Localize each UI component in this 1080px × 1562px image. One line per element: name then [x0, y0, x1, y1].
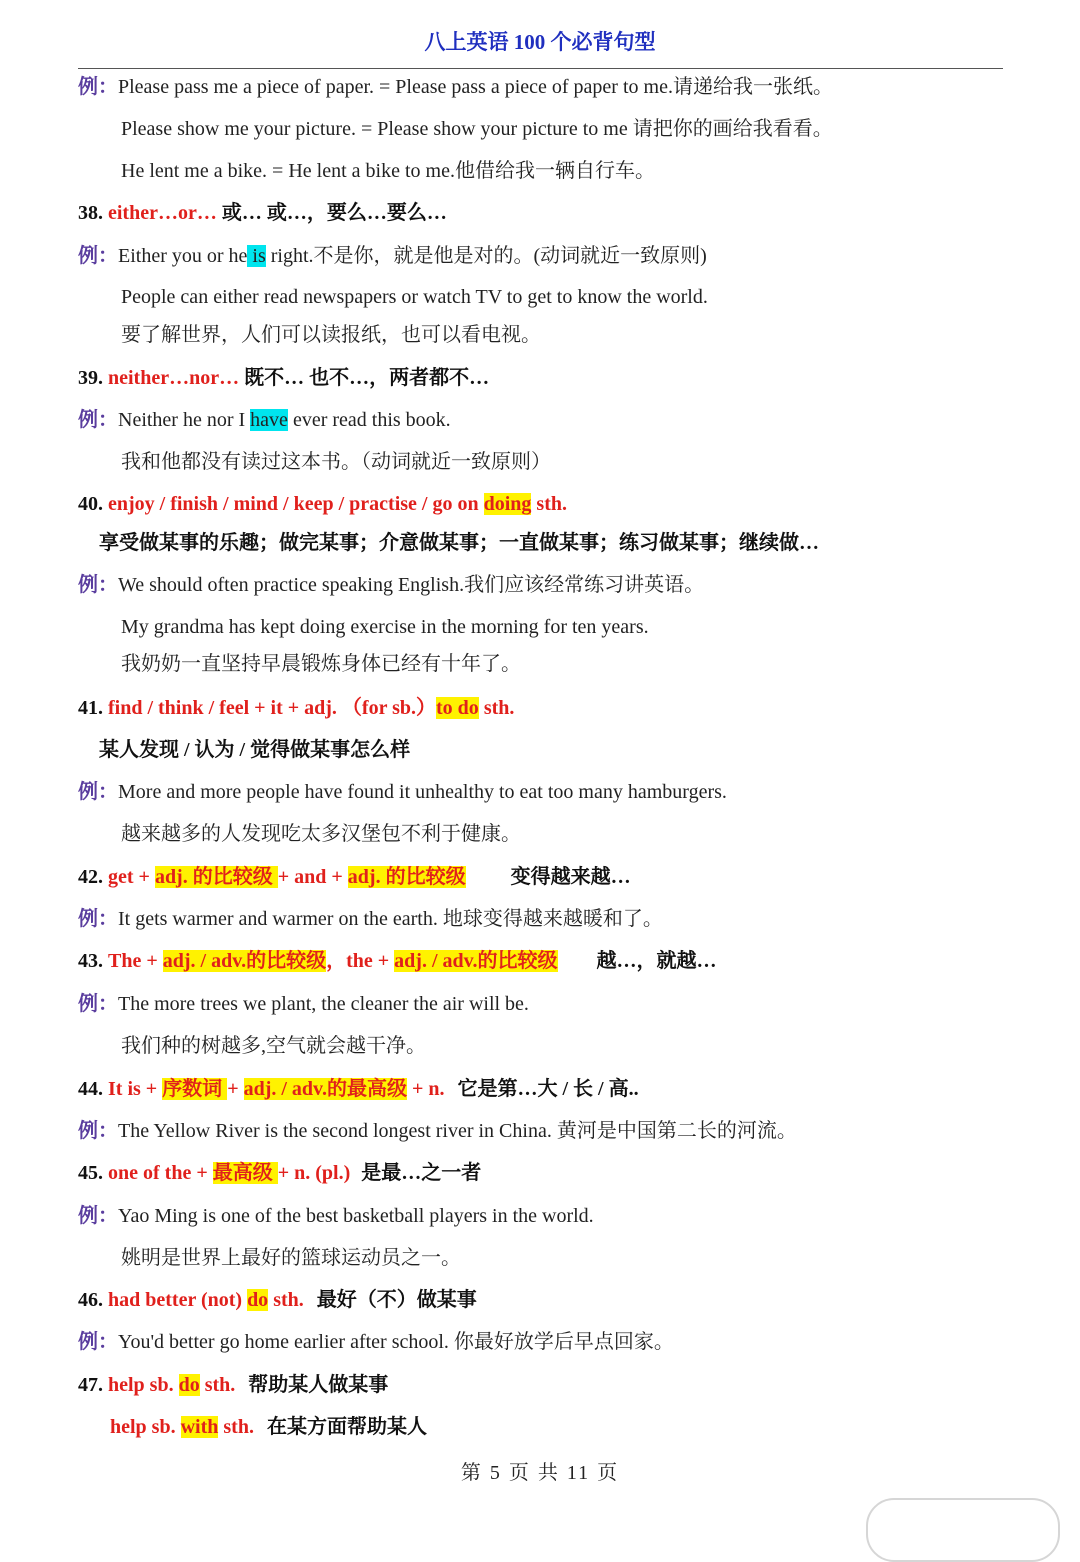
item-number: 44.: [78, 1078, 103, 1100]
item-meaning: 帮助某人做某事: [248, 1374, 389, 1396]
item-pattern-b: +: [227, 1078, 244, 1100]
item-pattern-b: sth.: [218, 1416, 254, 1438]
item-number: 38.: [78, 202, 103, 224]
floating-button[interactable]: [866, 1498, 1060, 1562]
example-label: 例：: [78, 993, 118, 1015]
example-46-1: [78, 1328, 674, 1356]
item-42-heading: [78, 863, 631, 891]
item-meaning: 变得越来越…: [510, 866, 631, 888]
item-pattern-b: + n. (pl.): [277, 1162, 351, 1184]
item-45-heading: [78, 1159, 481, 1187]
example-label: 例：: [78, 781, 118, 803]
example-41-1: [78, 778, 727, 806]
item-40-meaning: 享受做某事的乐趣；做完某事；介意做某事；一直做某事；练习做某事；继续做…: [99, 532, 819, 554]
item-pattern-a: enjoy / finish / mind / keep / practise / go on: [108, 493, 484, 515]
example-41-1-cn: 越来越多的人发现吃太多汉堡包不利于健康。: [121, 823, 521, 845]
item-pattern-b: sth.: [199, 1374, 236, 1396]
example-38-2: People can either read newspapers or watch TV to get to know the world.: [121, 286, 708, 308]
example-44-1: [78, 1117, 797, 1145]
example-label: 例：: [78, 908, 118, 930]
item-39-heading: [78, 364, 489, 392]
highlight-word: to do: [436, 697, 479, 719]
item-pattern-b: + and +: [277, 866, 348, 888]
example-label: 例：: [78, 409, 118, 431]
page-title: 八上英语 100 个必背句型: [424, 30, 656, 54]
item-pattern-b: ，the +: [326, 950, 395, 972]
item-number: 43.: [78, 950, 103, 972]
example-text-a: Neither he nor I: [118, 409, 251, 431]
highlight-word: with: [180, 1416, 219, 1438]
example-label: 例：: [78, 245, 118, 267]
item-meaning: 是最…之一者: [361, 1162, 482, 1184]
item-number: 46.: [78, 1289, 103, 1311]
item-meaning: 越…，就越…: [596, 950, 717, 972]
item-number: 45.: [78, 1162, 103, 1184]
highlight-phrase-2: adj. / adv.的最高级: [243, 1078, 407, 1100]
item-meaning: 在某方面帮助某人: [266, 1416, 427, 1438]
example-40-1: [78, 571, 704, 599]
item-number: 39.: [78, 367, 103, 389]
example-38-1: [78, 242, 707, 270]
highlight-phrase: 最高级: [212, 1162, 278, 1184]
example-37-1: [78, 73, 833, 101]
item-pattern: either…or…: [108, 202, 217, 224]
item-pattern-a: one of the +: [108, 1162, 213, 1184]
item-pattern-b: sth.: [268, 1289, 304, 1311]
item-number: 47.: [78, 1374, 103, 1396]
example-label: 例：: [78, 574, 118, 596]
item-number: 42.: [78, 866, 103, 888]
item-pattern-c: + n.: [406, 1078, 445, 1100]
example-38-2-cn: 要了解世界，人们可以读报纸，也可以看电视。: [121, 324, 541, 346]
example-45-1: [78, 1202, 594, 1230]
example-text: The more trees we plant, the cleaner the air will be.: [118, 993, 529, 1015]
item-41-meaning: 某人发现 / 认为 / 觉得做某事怎么样: [99, 739, 411, 761]
item-pattern-a: It is +: [108, 1078, 163, 1100]
item-40-heading: [78, 490, 567, 518]
item-38-heading: [78, 199, 447, 227]
item-pattern-b: sth.: [531, 493, 567, 515]
highlight-verb: have: [250, 409, 288, 431]
example-label: 例：: [78, 1205, 118, 1227]
highlight-word: do: [247, 1289, 269, 1311]
highlight-phrase-1: adj. 的比较级: [154, 866, 278, 888]
example-text: The Yellow River is the second longest river in China. 黄河是中国第二长的河流。: [118, 1120, 797, 1142]
example-text: More and more people have found it unhealthy to eat too many hamburgers.: [118, 781, 727, 803]
item-meaning: 最好（不）做某事: [316, 1289, 477, 1311]
example-label: 例：: [78, 1120, 118, 1142]
item-meaning: 既不… 也不…，两者都不…: [244, 367, 490, 389]
highlight-phrase-2: adj. 的比较级: [347, 866, 466, 888]
example-39-1-cn: 我和他都没有读过这本书。（动词就近一致原则）: [121, 451, 551, 473]
highlight-phrase-2: adj. / adv.的比较级: [394, 950, 558, 972]
item-meaning: 它是第…大 / 长 / 高..: [457, 1078, 639, 1100]
example-text: It gets warmer and warmer on the earth. 地球变得越来越暖和了。: [118, 908, 663, 930]
example-text: We should often practice speaking English.我们应该经常练习讲英语。: [118, 574, 705, 596]
example-40-2-cn: 我奶奶一直坚持早晨锻炼身体已经有十年了。: [121, 653, 521, 675]
example-37-3: He lent me a bike. = He lent a bike to me.他借给我一辆自行车。: [121, 160, 655, 182]
example-label: 例：: [78, 1331, 118, 1353]
example-37-2: Please show me your picture. = Please show your picture to me 请把你的画给我看看。: [121, 118, 833, 140]
item-pattern-a: find / think / feel + it + adj. （for sb.）: [108, 697, 437, 719]
item-pattern: neither…nor…: [108, 367, 240, 389]
highlight-phrase-1: adj. / adv.的比较级: [162, 950, 327, 972]
item-44-heading: [78, 1075, 639, 1103]
example-text: You'd better go home earlier after school. 你最好放学后早点回家。: [118, 1331, 674, 1353]
example-42-1: [78, 905, 663, 933]
example-40-2: My grandma has kept doing exercise in the morning for ten years.: [121, 616, 649, 638]
example-text-b: right.不是你，就是他是对的。(动词就近一致原则): [265, 245, 707, 267]
item-47-heading-2: [110, 1413, 427, 1441]
example-text-a: Either you or he: [118, 245, 248, 267]
example-text: Please pass me a piece of paper. = Please pass a piece of paper to me.请递给我一张纸。: [118, 76, 833, 98]
item-47-heading: [78, 1371, 388, 1399]
item-number: 40.: [78, 493, 103, 515]
item-46-heading: [78, 1286, 477, 1314]
page-footer: 第 5 页 共 11 页: [460, 1462, 620, 1484]
highlight-verb: is: [247, 245, 266, 267]
example-39-1: [78, 406, 451, 434]
item-number: 41.: [78, 697, 103, 719]
example-43-1: [78, 990, 529, 1018]
highlight-word: do: [178, 1374, 200, 1396]
example-43-1-cn: 我们种的树越多,空气就会越干净。: [121, 1035, 426, 1057]
example-45-1-cn: 姚明是世界上最好的篮球运动员之一。: [121, 1247, 461, 1269]
item-pattern-a: help sb.: [110, 1416, 181, 1438]
header-divider: [78, 68, 1003, 69]
highlight-phrase-1: 序数词: [162, 1078, 228, 1100]
example-text: Yao Ming is one of the best basketball players in the world.: [118, 1205, 594, 1227]
example-label: 例：: [78, 76, 118, 98]
item-43-heading: [78, 947, 717, 975]
highlight-word: doing: [483, 493, 532, 515]
item-41-heading: [78, 694, 514, 722]
example-text-b: ever read this book.: [287, 409, 451, 431]
item-pattern-a: get +: [108, 866, 155, 888]
item-pattern-b: sth.: [478, 697, 515, 719]
item-pattern-a: had better (not): [108, 1289, 248, 1311]
item-pattern-a: The +: [108, 950, 163, 972]
item-meaning: 或… 或…，要么…要么…: [221, 202, 447, 224]
item-pattern-a: help sb.: [108, 1374, 179, 1396]
